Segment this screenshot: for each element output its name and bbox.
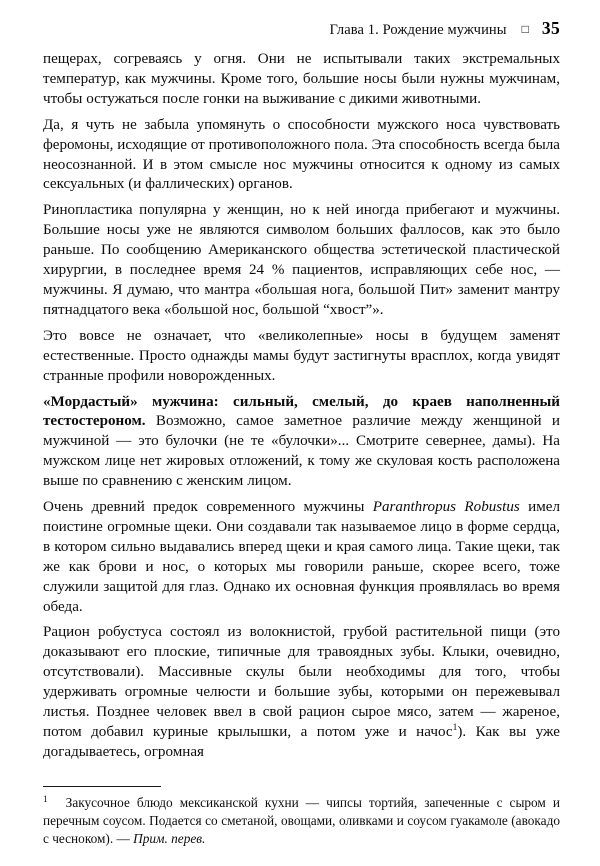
text-run: Да, я чуть не забыла упомянуть о способности мужского носа чувствовать феромоны, исходящие от противоположного пола. Эта способность всегда была неосознанной. И в этом смысле нос мужчины относится к одному из самых сексуальных (и фаллических) органов. [43,116,560,193]
paragraph-with-bold-lead [43,393,560,493]
text-run: Это вовсе не означает, что «великолепные» носы в будущем заменят естественные. Просто однажды мамы будут застигнуты врасплох, когда увидят странные профили новорожденных. [43,327,560,384]
text-run: Рацион робустуса состоял из волокнистой, грубой растительной пищи (это доказывают его плоские, типичные для травоядных зубы. Клыки, очевидно, отсутствовали). Массивные скулы были необходимы для того, чтобы удерживать огромные челюсти и большие зубы, которыми он пережевывал листья. Позднее человек ввел в свой рацион сырое мясо, затем — жареное, потом добавил куриные крылышки, а потом уже и начос [43,624,560,740]
footnote-separator-rule [43,786,161,787]
paragraph-with-footnote-ref [43,623,560,762]
text-run: пещерах, согреваясь у огня. Они не испытывали таких экстремальных температур, как мужчины. Кроме того, большие носы были нужны мужчинам, чтобы остужаться после гонки на выживание с дикими животными. [43,51,560,107]
running-head-chapter-title: Глава 1. Рождение мужчины [329,22,507,38]
footnote-area [43,786,560,848]
footnote-marker[interactable]: 1 [43,794,48,805]
text-run: имел поистине огромные щеки. Они создавали так называемое лицо в форме сердца, в котором сильно выдавались вперед щеки и края самого лица. Такие щеки, так же как брови и нос, о которых мы говорили раньше, скорее всего, тоже служили защитой для глаз. Однако их основная функция проявлялась во время обеда. [43,499,561,615]
footnote-text [43,794,560,848]
italic-run: Paranthropus Robustus [372,499,520,516]
text-run: Ринопластика популярна у женщин, но к ней иногда прибегают и мужчины. Большие носы уже не являются символом больших фаллосов, как это было раньше. По сообщению Американского общества эстетической пластической хирургии, в последнее время 24 % пациентов, исправляющих себе нос, — мужчины. Я думаю, что мантра «большая нога, большой Пит» заменит мантру пятнадцатого века «большой нос, большой “хвост”». [43,202,560,318]
text-run: Очень древний предок современного мужчины [43,499,373,516]
running-head [43,18,560,42]
italic-run: Прим. перев. [133,831,206,847]
text-run: Возможно, самое заметное различие между женщиной и мужчиной — это булочки (не те «булочки»... Смотрите севернее, дамы). На мужском лице нет жировых отложений, к тому же скуловая кость расположена выше по сравнению с женским лицом. [43,413,560,490]
square-ornament-icon: □ [521,22,529,36]
paragraph [43,116,560,196]
paragraph [43,50,560,110]
text-run: ). Как вы уже догадываетесь, огромная [43,724,560,760]
body-text-column [43,50,560,763]
paragraph [43,201,560,320]
paragraph [43,327,560,387]
page-number: 35 [541,18,560,38]
paragraph-with-latin-species [43,498,560,617]
text-run: Закусочное блюдо мексиканской кухни — чипсы тортийя, запеченные с сыром и перечным соусом. Подается со сметаной, овощами, оливками и соусом гуакамоле (авокадо с чесноком). — [43,795,560,847]
footnote-reference[interactable]: 1 [452,722,458,733]
bold-run: «Мордастый» мужчина: сильный, смелый, до краев наполненный тестостероном. [43,393,560,430]
